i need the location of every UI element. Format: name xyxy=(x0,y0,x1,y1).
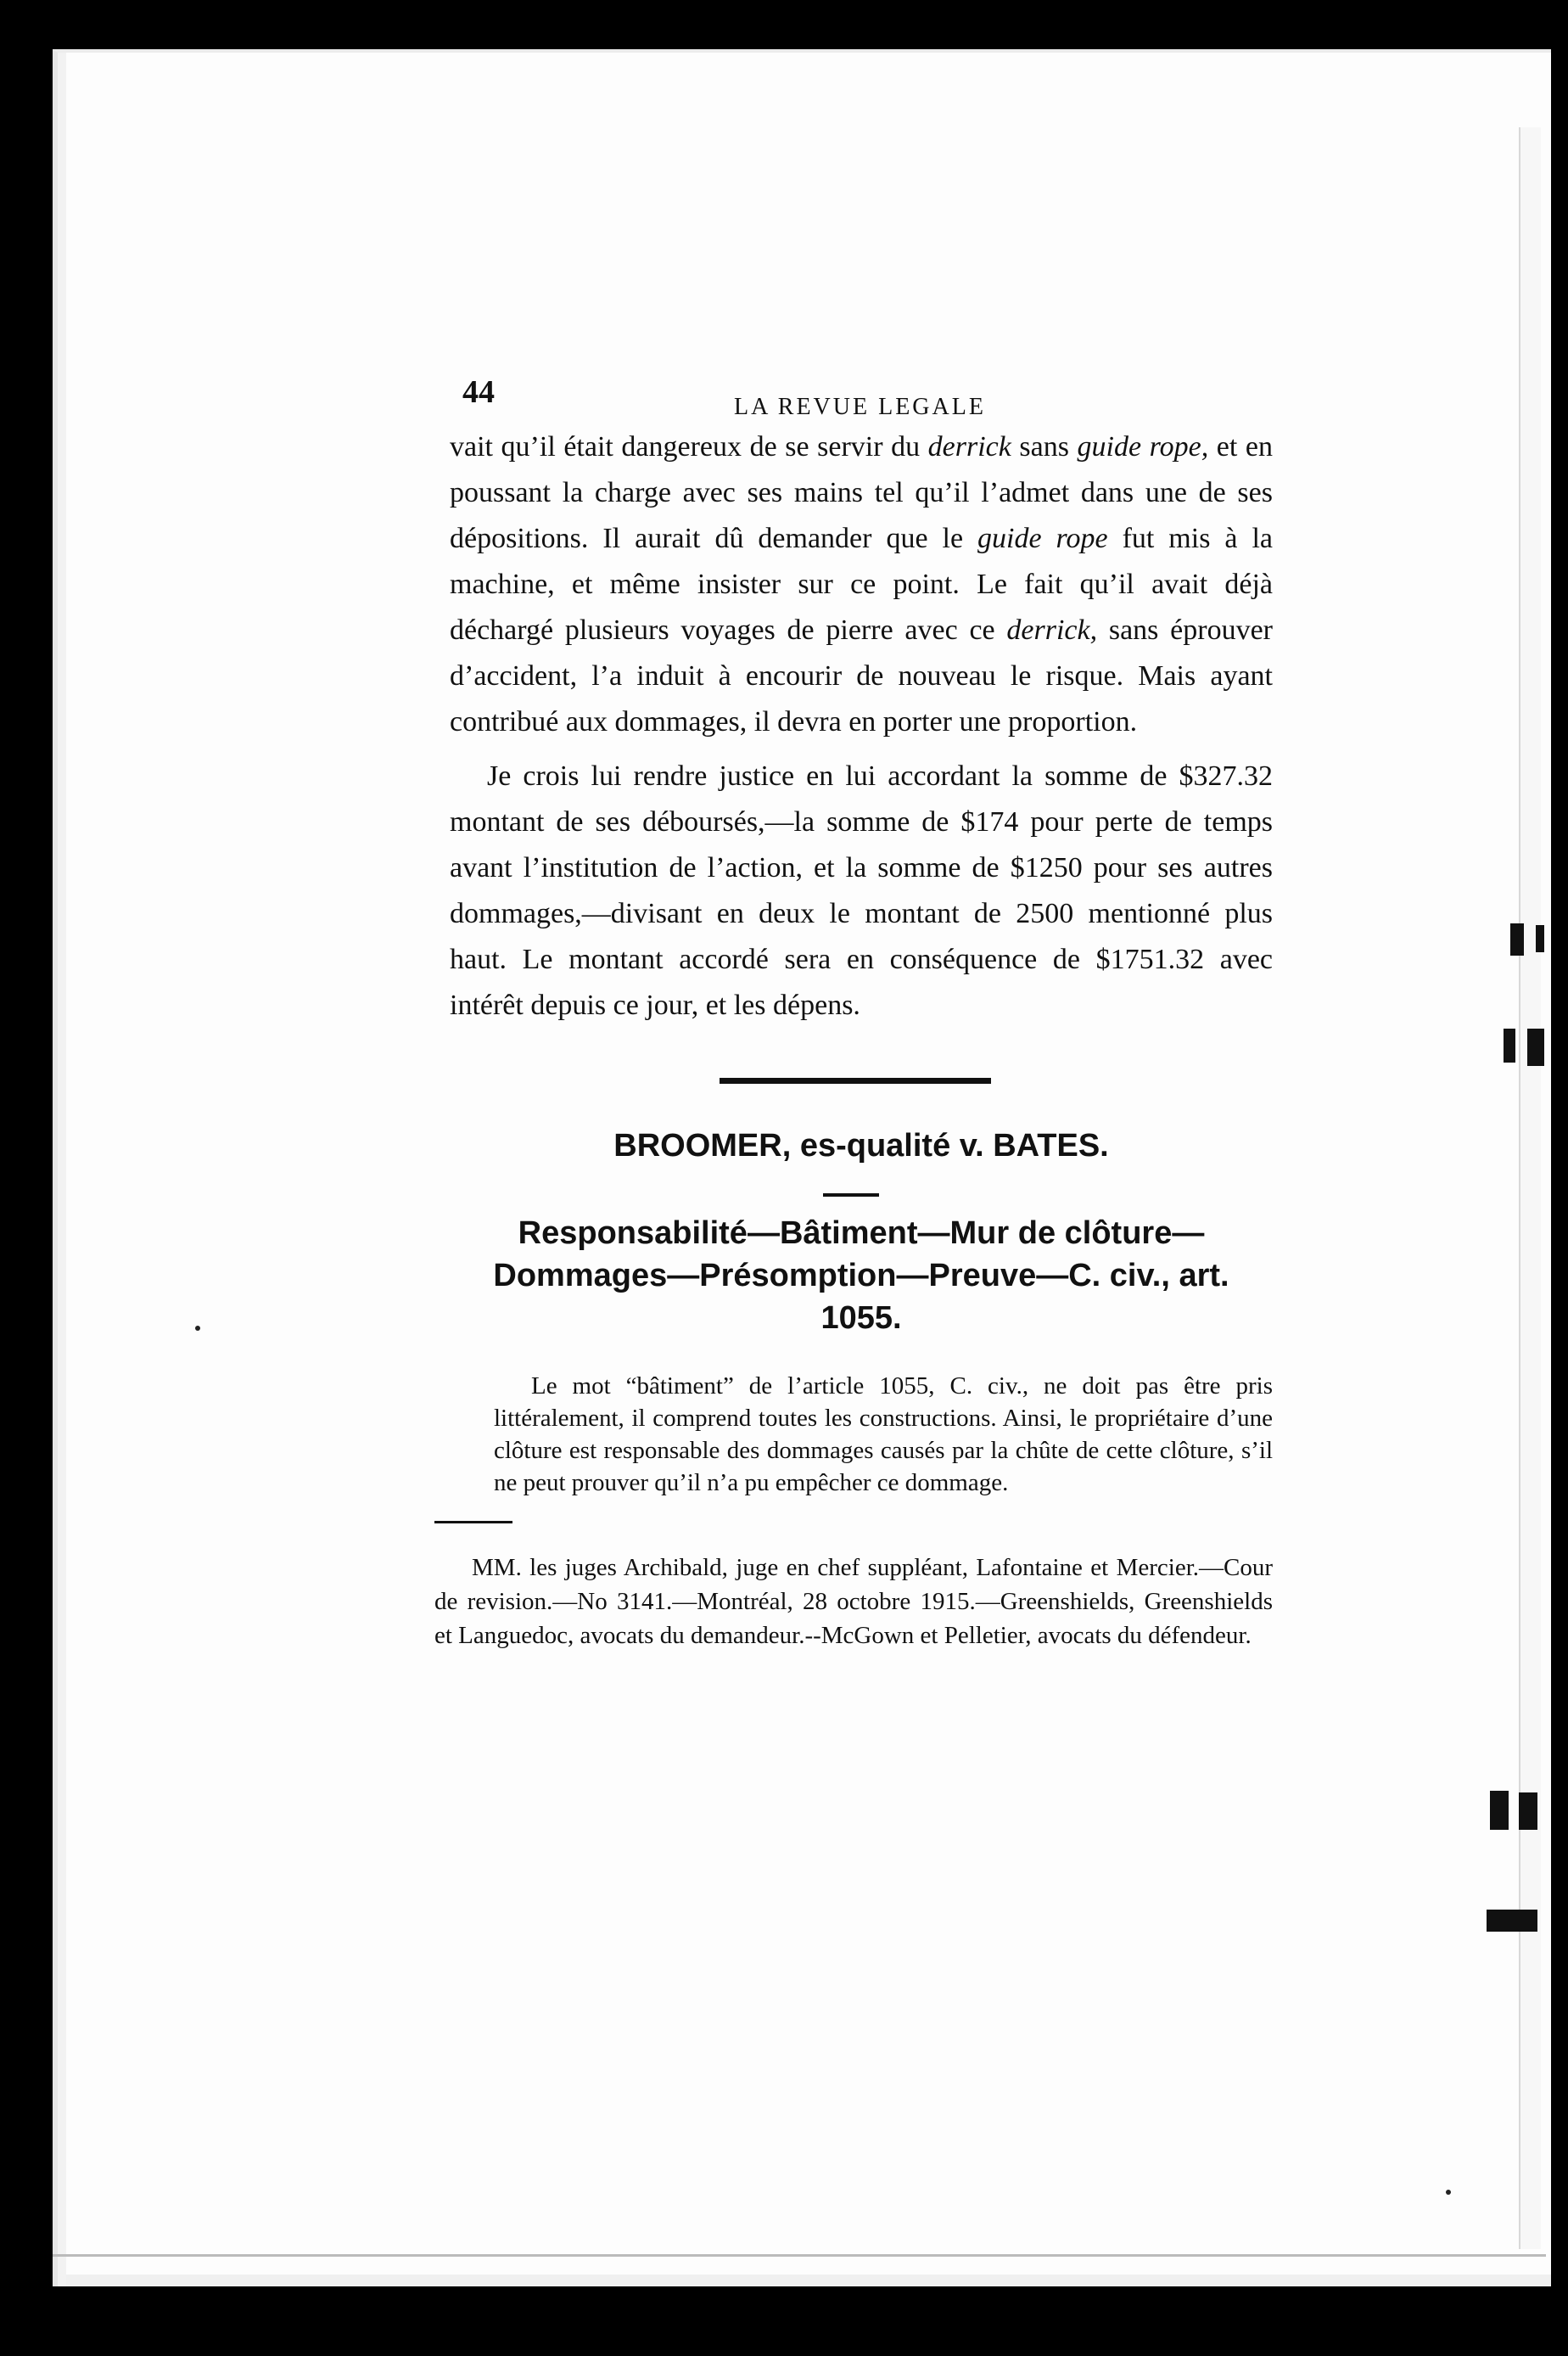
italic-term: guide rope, xyxy=(1077,431,1209,463)
journal-title: LA REVUE LEGALE xyxy=(734,394,986,420)
ink-speck xyxy=(195,1326,200,1331)
section-divider xyxy=(720,1078,991,1084)
headnote: Le mot “bâtiment” de l’article 1055, C. civ., ne doit pas être pris littéralement, il comprend toutes les constructions. Ainsi, le propriétaire d’une clôture est responsable des dommages causés par la chûte de cette clôture, s’il ne peut prouver qu’il n’a pu empêcher ce dommage. xyxy=(494,1372,1273,1496)
case-title: BROOMER, es-qualité v. BATES. xyxy=(613,1128,1109,1164)
edge-mark xyxy=(1519,1792,1537,1830)
case-subject: Responsabilité—Bâtiment—Mur de clôture—Dommages—Présomption—Preuve—C. civ., art. 1055. xyxy=(493,1215,1229,1336)
text-run: et en poussant la charge avec ses mains tel qu’il l’admet dans une de ses dépositions. Il aurait dû demander que le xyxy=(450,431,1273,554)
italic-term: derrick, xyxy=(1006,614,1098,646)
italic-term: guide rope xyxy=(977,523,1108,554)
running-head xyxy=(450,356,1273,424)
edge-mark xyxy=(1536,925,1544,952)
body-paragraph xyxy=(450,424,1273,745)
text-run: sans éprouver d’accident, l’a induit à encourir de nouveau le risque. Mais ayant contribué aux dommages, il devra en porter une proportion. xyxy=(450,614,1273,738)
text-run: vait qu’il était dangereux de se servir du xyxy=(450,431,928,463)
page-number: 44 xyxy=(462,374,495,410)
italic-term: derrick xyxy=(927,431,1011,463)
text-run: sans xyxy=(1011,431,1078,463)
text-run: fut mis à la machine, et même insister sur ce point. Le fait qu’il avait déjà déchargé plusieurs voyages de pierre avec ce xyxy=(450,523,1273,646)
ink-speck xyxy=(1446,2190,1451,2195)
body-paragraph: Je crois lui rendre justice en lui accordant la somme de $327.32 montant de ses déboursés,—la somme de $174 pour perte de temps avant l’institution de l’action, et la somme de $1250 pour ses autres dommages,—divisant en deux le montant de 2500 mentionné plus haut. Le montant accordé sera en conséquence de $1751.32 avec intérêt depuis ce jour, et les dépens. xyxy=(450,760,1273,1021)
edge-mark xyxy=(1490,1791,1509,1830)
page-content xyxy=(434,356,1273,1652)
edge-mark xyxy=(1527,1029,1544,1066)
page-bottom-edge xyxy=(53,2254,1546,2257)
edge-mark xyxy=(1504,1029,1515,1063)
case-citation: MM. les juges Archibald, juge en chef suppléant, Lafontaine et Mercier.—Cour de revision.—No 3141.—Montréal, 28 octobre 1915.—Greenshields, Greenshields et Languedoc, avocats du demandeur.--McGown et Pelletier, avocats du défendeur. xyxy=(434,1554,1273,1649)
short-divider xyxy=(823,1193,879,1197)
edge-mark xyxy=(1487,1910,1537,1932)
edge-mark xyxy=(1510,923,1524,956)
headnote-divider xyxy=(434,1521,512,1523)
